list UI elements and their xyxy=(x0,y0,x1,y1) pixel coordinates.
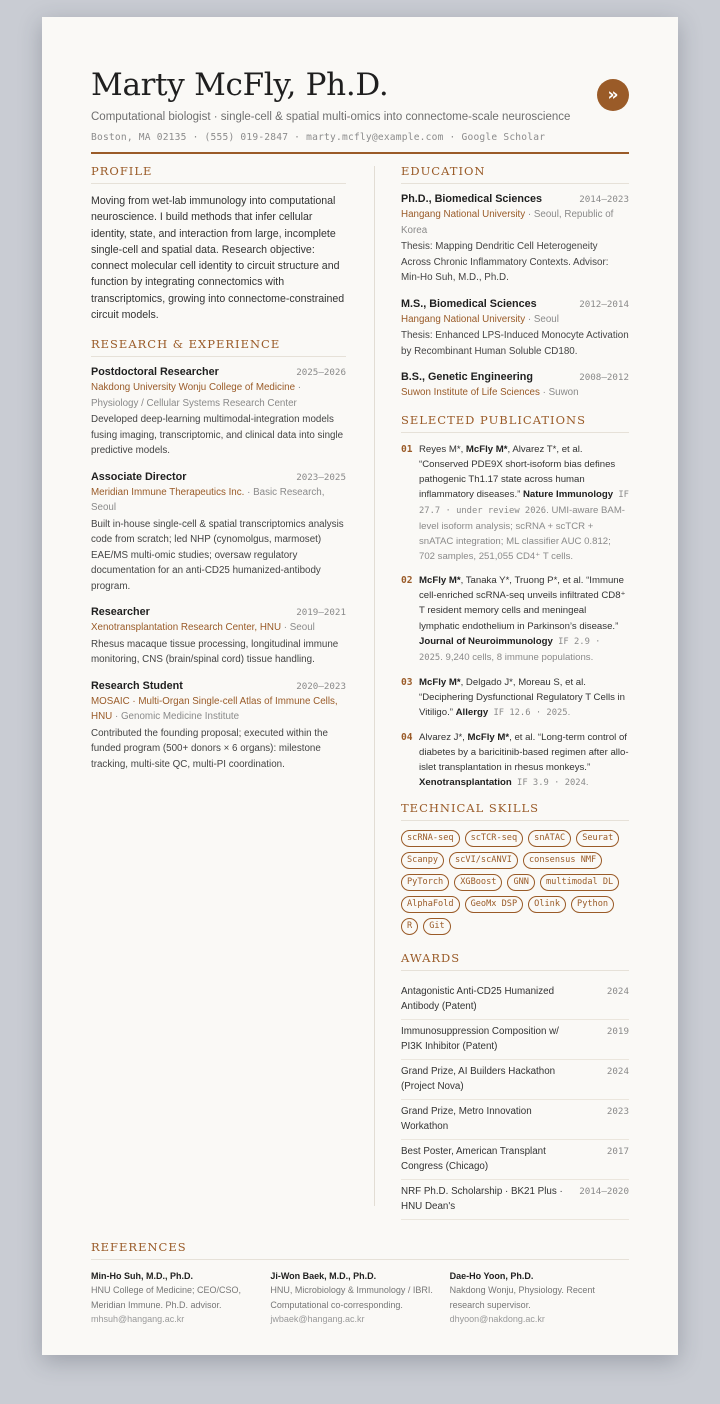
institution-name: Hangang National University xyxy=(401,313,526,325)
organization-location: · Seoul xyxy=(281,622,315,634)
experience-entry xyxy=(91,471,346,595)
publication-number: 04 xyxy=(401,732,413,744)
references-section xyxy=(91,1240,629,1327)
impact-factor-year: IF 12.6 · 2025 xyxy=(488,708,568,718)
skill-tag: multimodal DL xyxy=(540,874,619,891)
publication-number: 01 xyxy=(401,443,413,455)
award-item xyxy=(401,1060,629,1100)
degree-title: Ph.D., Biomedical Sciences xyxy=(401,193,543,205)
skill-tag: XGBoost xyxy=(454,874,502,891)
thesis-description: Thesis: Mapping Dendritic Cell Heterogeneity Across Chronic Inflammatory Contexts. Advisor: Min-Ho Suh, M.D., Ph.D. xyxy=(401,241,609,283)
award-year: 2024 xyxy=(606,986,629,998)
coauthors-and-title: , Delgado J*, Moreau S, et al. “Deciphering Dysfunctional Regulatory T Cells in Vitiligo.” xyxy=(419,676,626,718)
skill-tag: AlphaFold xyxy=(401,896,460,913)
award-item xyxy=(401,1140,629,1180)
reference-email[interactable]: mhsuh@hangang.ac.kr xyxy=(91,1314,185,1325)
skill-tag: Seurat xyxy=(576,830,619,847)
reference-name: Ji-Won Baek, M.D., Ph.D. xyxy=(270,1271,377,1282)
role-description: Contributed the founding proposal; executed within the funded program (500+ donors × 6 organs): milestone tracking, multi-site QC, multi-PI coordination. xyxy=(91,727,328,770)
skill-tag: Git xyxy=(423,918,451,935)
reference-card xyxy=(270,1269,449,1327)
reference-email[interactable]: dhyoon@nakdong.ac.kr xyxy=(449,1314,545,1325)
coauthors-before: Reyes M*, xyxy=(419,443,466,455)
role-title: Postdoctoral Researcher xyxy=(91,366,219,379)
experience-entry xyxy=(91,366,346,459)
award-item xyxy=(401,1180,629,1220)
candidate-author: McFly M* xyxy=(465,443,508,455)
publication-item xyxy=(401,442,629,565)
reference-name: Min-Ho Suh, M.D., Ph.D. xyxy=(91,1271,193,1282)
reference-affiliation: HNU College of Medicine; CEO/CSO, Meridian Immune. Ph.D. advisor. xyxy=(91,1285,242,1310)
degree-title: B.S., Genetic Engineering xyxy=(401,371,533,383)
date-range: 2023–2025 xyxy=(296,471,346,483)
degree-title: M.S., Biomedical Sciences xyxy=(401,297,537,310)
award-name: NRF Ph.D. Scholarship · BK21 Plus · HNU Dean's xyxy=(401,1186,563,1213)
organization-location: · Physiology / Cellular Systems Research Center xyxy=(91,382,302,409)
skill-tag: scVI/scANVI xyxy=(449,852,518,869)
award-year: 2014–2020 xyxy=(579,1186,629,1198)
skill-tag: Python xyxy=(571,896,614,913)
award-list xyxy=(401,980,629,1220)
role-title: Research Student xyxy=(91,679,183,692)
organization-name: Xenotransplantation Research Center, HNU xyxy=(91,622,282,634)
publication-item xyxy=(401,730,629,791)
organization-line xyxy=(91,620,346,636)
education-list xyxy=(401,193,629,401)
date-range: 2014–2023 xyxy=(579,194,629,205)
coauthors-and-title: , Tanaka Y*, Truong P*, et al. “Immune cell-enriched scRNA-seq unveils infiltrated CD8⁺ T resident memory cells and meningeal lymphatic endothelium in Parkinson’s disease.” xyxy=(419,575,626,632)
skill-tag: PyTorch xyxy=(401,874,449,891)
publication-number: 03 xyxy=(401,676,413,688)
candidate-author: McFly M* xyxy=(419,575,461,587)
journal-name: Journal of Neuroimmunology xyxy=(419,635,553,647)
institution-location: · Suwon xyxy=(539,387,579,398)
skill-tag: GNN xyxy=(507,874,535,891)
award-item xyxy=(401,980,629,1020)
skill-tag-list xyxy=(401,830,629,935)
entry-header xyxy=(91,606,346,618)
skill-tag: scRNA-seq xyxy=(401,830,460,847)
skill-tag: consensus NMF xyxy=(523,852,602,869)
award-year: 2017 xyxy=(606,1146,629,1158)
award-year: 2023 xyxy=(606,1106,629,1118)
date-range: 2008–2012 xyxy=(579,372,629,383)
publication-note: . 9,240 cells, 8 immune populations. xyxy=(440,651,594,663)
journal-name: Allergy xyxy=(455,707,489,718)
organization-line xyxy=(91,380,346,411)
reference-email[interactable]: jwbaek@hangang.ac.kr xyxy=(270,1314,365,1325)
award-name: Immunosuppression Composition w/ PI3K Inhibitor (Patent) xyxy=(401,1026,559,1053)
left-column xyxy=(91,154,346,1220)
candidate-subtitle: Computational biologist · single-cell & spatial multi-omics into connectome-scale neuroscience xyxy=(91,111,571,123)
education-entry xyxy=(401,371,629,401)
award-item xyxy=(401,1020,629,1060)
contact-line: Boston, MA 02135 · (555) 019-2847 · marty.mcfly@example.com · Google Scholar xyxy=(91,132,546,143)
award-name: Grand Prize, Metro Innovation Workathon xyxy=(401,1106,532,1133)
impact-factor-year: IF 3.9 · 2024 xyxy=(511,778,586,789)
publication-note: . xyxy=(567,707,571,718)
publication-item xyxy=(401,675,629,721)
profile-heading: PROFILE xyxy=(91,164,346,184)
reference-name: Dae-Ho Yoon, Ph.D. xyxy=(449,1271,534,1282)
role-description: Rhesus macaque tissue processing, longitudinal immune monitoring, CNS (brain/spinal cord) tissue handling. xyxy=(91,638,339,666)
education-entry xyxy=(401,298,629,360)
two-column-body xyxy=(91,154,629,1220)
reference-card xyxy=(91,1269,270,1327)
publication-item xyxy=(401,573,629,666)
award-year: 2024 xyxy=(606,1066,629,1078)
journal-name: Nature Immunology xyxy=(522,488,614,500)
date-range: 2020–2023 xyxy=(296,680,346,692)
reference-list xyxy=(91,1269,629,1327)
skill-tag: snATAC xyxy=(528,830,571,847)
experience-heading: RESEARCH & EXPERIENCE xyxy=(91,337,346,357)
organization-location: · Basic Research, Seoul xyxy=(91,486,325,514)
education-heading: EDUCATION xyxy=(401,164,629,184)
resume-page xyxy=(42,17,678,1355)
organization-name: MOSAIC · Multi-Organ Single-cell Atlas of Immune Cells, HNU xyxy=(91,695,338,723)
candidate-author: McFly M* xyxy=(419,676,461,688)
award-name: Best Poster, American Transplant Congress (Chicago) xyxy=(401,1146,546,1173)
organization-location: · Genomic Medicine Institute xyxy=(112,711,240,723)
publication-note: . xyxy=(585,777,589,789)
skill-tag: GeoMx DSP xyxy=(465,896,524,913)
journal-name: Xenotransplantation xyxy=(419,777,512,789)
organization-name: Meridian Immune Therapeutics Inc. xyxy=(91,486,245,498)
skills-heading: TECHNICAL SKILLS xyxy=(401,801,629,821)
experience-list xyxy=(91,366,346,772)
publication-note: . UMI-aware BAM-level isoform analysis; scRNA + scTCR + snATAC integration; ML classifier AUC 0.812; 702 samples, 251,055 CD4⁺ T cells. xyxy=(419,504,626,563)
institution-line xyxy=(401,207,629,238)
role-description: Built in-house single-cell & spatial transcriptomics analysis code from scratch; led NHP (cynomolgus, marmoset) EAE/MS multi-omic studies; oversaw regulatory documentation for an anti-CD25 humanized-antibody program. xyxy=(91,518,344,592)
skill-tag: Olink xyxy=(528,896,566,913)
role-title: Researcher xyxy=(91,606,150,619)
skill-tag: scTCR-seq xyxy=(465,830,524,847)
entry-header xyxy=(401,298,629,310)
role-title: Associate Director xyxy=(91,470,187,483)
publication-citation xyxy=(419,675,629,721)
awards-heading: AWARDS xyxy=(401,951,629,971)
reference-affiliation: Nakdong Wonju, Physiology. Recent research supervisor. xyxy=(449,1285,595,1310)
institution-line xyxy=(401,312,629,328)
institution-name: Suwon Institute of Life Sciences xyxy=(401,387,540,398)
publications-heading: SELECTED PUBLICATIONS xyxy=(401,413,629,433)
institution-location: · Seoul xyxy=(525,313,559,325)
entry-header xyxy=(401,371,629,383)
references-heading: REFERENCES xyxy=(91,1240,629,1260)
experience-entry xyxy=(91,680,346,773)
organization-line xyxy=(91,694,346,725)
skill-tag: Scanpy xyxy=(401,852,444,869)
column-divider xyxy=(374,166,375,1206)
education-entry xyxy=(401,193,629,286)
date-range: 2012–2014 xyxy=(579,298,629,310)
organization-line xyxy=(91,485,346,516)
entry-header xyxy=(401,193,629,205)
institution-location: · Seoul, Republic of Korea xyxy=(401,209,614,236)
organization-name: Nakdong University Wonju College of Medicine xyxy=(91,382,296,394)
award-year: 2019 xyxy=(606,1026,629,1038)
experience-entry xyxy=(91,606,346,668)
impact-factor-year: IF 27.7 · under review 2026 xyxy=(419,489,629,516)
skill-tag: R xyxy=(401,918,418,935)
award-name: Grand Prize, AI Builders Hackathon (Project Nova) xyxy=(401,1066,556,1093)
entry-header xyxy=(91,471,346,483)
reference-affiliation: HNU, Microbiology & Immunology / IBRI. Computational co-corresponding. xyxy=(270,1285,433,1310)
monogram-logo-icon: » xyxy=(597,79,629,111)
coauthors-and-title: , Alvarez T*, et al. “Conserved PDE9X short-isoform bias defines pathogenic Th1.17 state across human inflammatory diseases.” xyxy=(419,443,616,500)
thesis-description: Thesis: Enhanced LPS-Induced Monocyte Activation by Recombinant Human Soluble CD180. xyxy=(401,330,629,357)
entry-header xyxy=(91,366,346,378)
right-column xyxy=(401,154,629,1220)
profile-text: Moving from wet-lab immunology into computational neuroscience. I build methods that infer cellular identity, state, and interaction from large, incomplete single-cell and spatial data. Research objective: connect molecular cell identity to circuit structure and function by integrating connectomics with transcriptomics, growing into connectome-constrained circuit models. xyxy=(91,195,345,322)
publication-citation xyxy=(419,730,629,791)
institution-line xyxy=(401,385,629,401)
institution-name: Hangang National University xyxy=(401,209,526,220)
date-range: 2025–2026 xyxy=(296,367,346,379)
publication-citation xyxy=(419,573,629,666)
award-item xyxy=(401,1100,629,1140)
coauthors-and-title: , et al. “Long-term control of diabetes by a baricitinib-based regimen after allo-islet transplantation in rhesus monkeys.” xyxy=(419,732,629,774)
publication-list xyxy=(401,442,629,792)
reference-card xyxy=(450,1269,629,1327)
publication-citation xyxy=(419,442,629,565)
impact-factor-year: IF 2.9 · 2025 xyxy=(419,636,601,663)
date-range: 2019–2021 xyxy=(296,607,346,619)
candidate-author: McFly M* xyxy=(467,732,510,744)
publication-number: 02 xyxy=(401,575,413,587)
candidate-name: Marty McFly, Ph.D. xyxy=(91,67,389,103)
award-name: Antagonistic Anti-CD25 Humanized Antibody (Patent) xyxy=(401,986,555,1013)
role-description: Developed deep-learning multimodal-integration models fusing imaging, transcriptomic, and clinical data into single predictive models. xyxy=(91,414,344,457)
entry-header xyxy=(91,680,346,692)
coauthors-before: Alvarez J*, xyxy=(419,732,468,744)
